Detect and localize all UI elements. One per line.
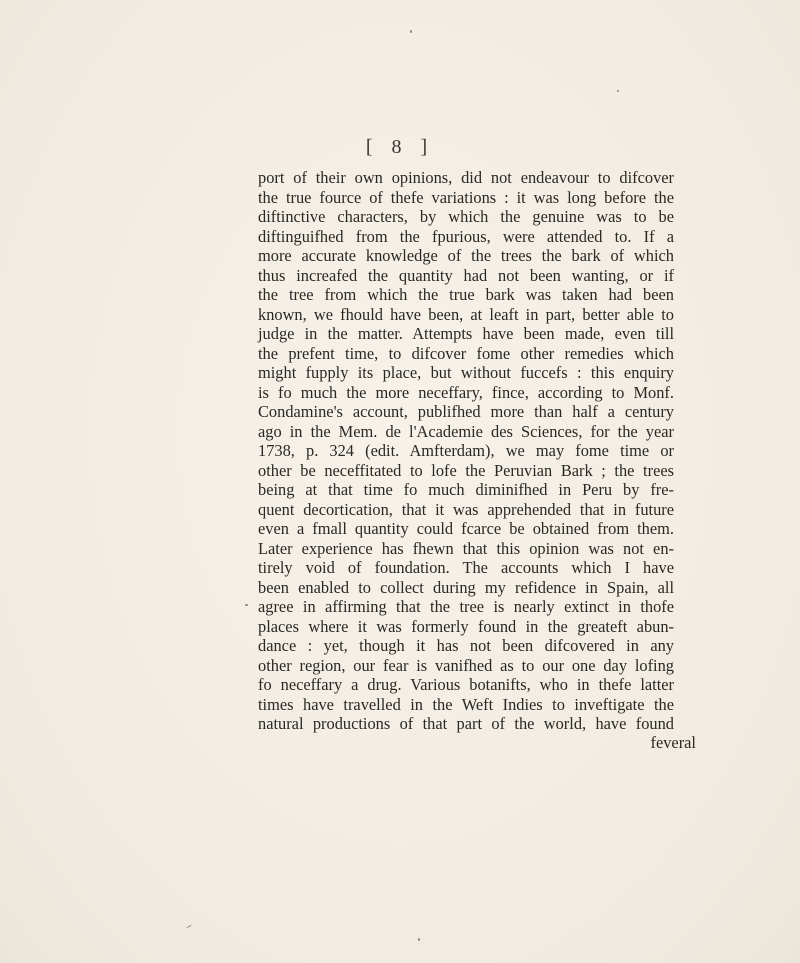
text-line: port of their own opinions, did not endeavour to difcover bbox=[258, 168, 674, 187]
body-text bbox=[258, 168, 696, 752]
text-line: judge in the matter. Attempts have been made, even till bbox=[258, 324, 674, 343]
text-line: Later experience has fhewn that this opinion was not en- bbox=[258, 538, 674, 558]
text-line: ago in the Mem. de l'Academie des Sciences, for the year bbox=[258, 421, 674, 441]
page-number: [ 8 ] bbox=[365, 136, 435, 158]
text-line: been enabled to collect during my refidence in Spain, all bbox=[258, 577, 674, 597]
text-line: thus increafed the quantity had not been wanting, or if bbox=[258, 265, 674, 285]
text-line: agree in affirming that the tree is nearly extinct in thofe bbox=[258, 597, 674, 616]
text-line: places where it was formerly found in the greateft abun- bbox=[258, 616, 674, 636]
text-line: might fupply its place, but without fuccefs : this enquiry bbox=[258, 363, 674, 382]
text-line: being at that time fo much diminifhed in Peru by fre- bbox=[258, 480, 674, 499]
text-line: natural productions of that part of the world, have found bbox=[258, 714, 674, 733]
paper-speck bbox=[245, 604, 248, 606]
text-line: dance : yet, though it has not been difcovered in any bbox=[258, 636, 674, 655]
text-line: quent decortication, that it was apprehended that in future bbox=[258, 499, 674, 519]
text-line: known, we fhould have been, at leaft in part, better able to bbox=[258, 304, 674, 324]
text-line: more accurate knowledge of the trees the bark of which bbox=[258, 246, 674, 265]
text-line: even a fmall quantity could fcarce be obtained from them. bbox=[258, 519, 674, 538]
text-line: other be neceffitated to lofe the Peruvian Bark ; the trees bbox=[258, 460, 674, 480]
text-line: tirely void of foundation. The accounts which I have bbox=[258, 558, 674, 577]
catchword: feveral bbox=[650, 733, 696, 752]
paper-speck bbox=[410, 30, 412, 33]
text-line: diftinctive characters, by which the genuine was to be bbox=[258, 207, 674, 226]
paper-speck bbox=[617, 90, 619, 92]
paper-speck bbox=[186, 925, 192, 929]
text-line: the prefent time, to difcover fome other remedies which bbox=[258, 343, 674, 363]
text-line: the tree from which the true bark was taken had been bbox=[258, 285, 674, 304]
text-line: other region, our fear is vanifhed as to our one day lofing bbox=[258, 655, 674, 675]
text-line: is fo much the more neceffary, fince, according to Monf. bbox=[258, 382, 674, 402]
paper-speck bbox=[418, 938, 420, 941]
text-line: times have travelled in the Weft Indies to inveftigate the bbox=[258, 694, 674, 714]
text-line: 1738, p. 324 (edit. Amfterdam), we may fome time or bbox=[258, 441, 674, 460]
text-line: the true fource of thefe variations : it was long before the bbox=[258, 187, 674, 207]
text-line: Condamine's account, publifhed more than half a century bbox=[258, 402, 674, 421]
text-line: fo neceffary a drug. Various botanifts, who in thefe latter bbox=[258, 675, 674, 694]
text-line: diftinguifhed from the fpurious, were attended to. If a bbox=[258, 226, 674, 246]
